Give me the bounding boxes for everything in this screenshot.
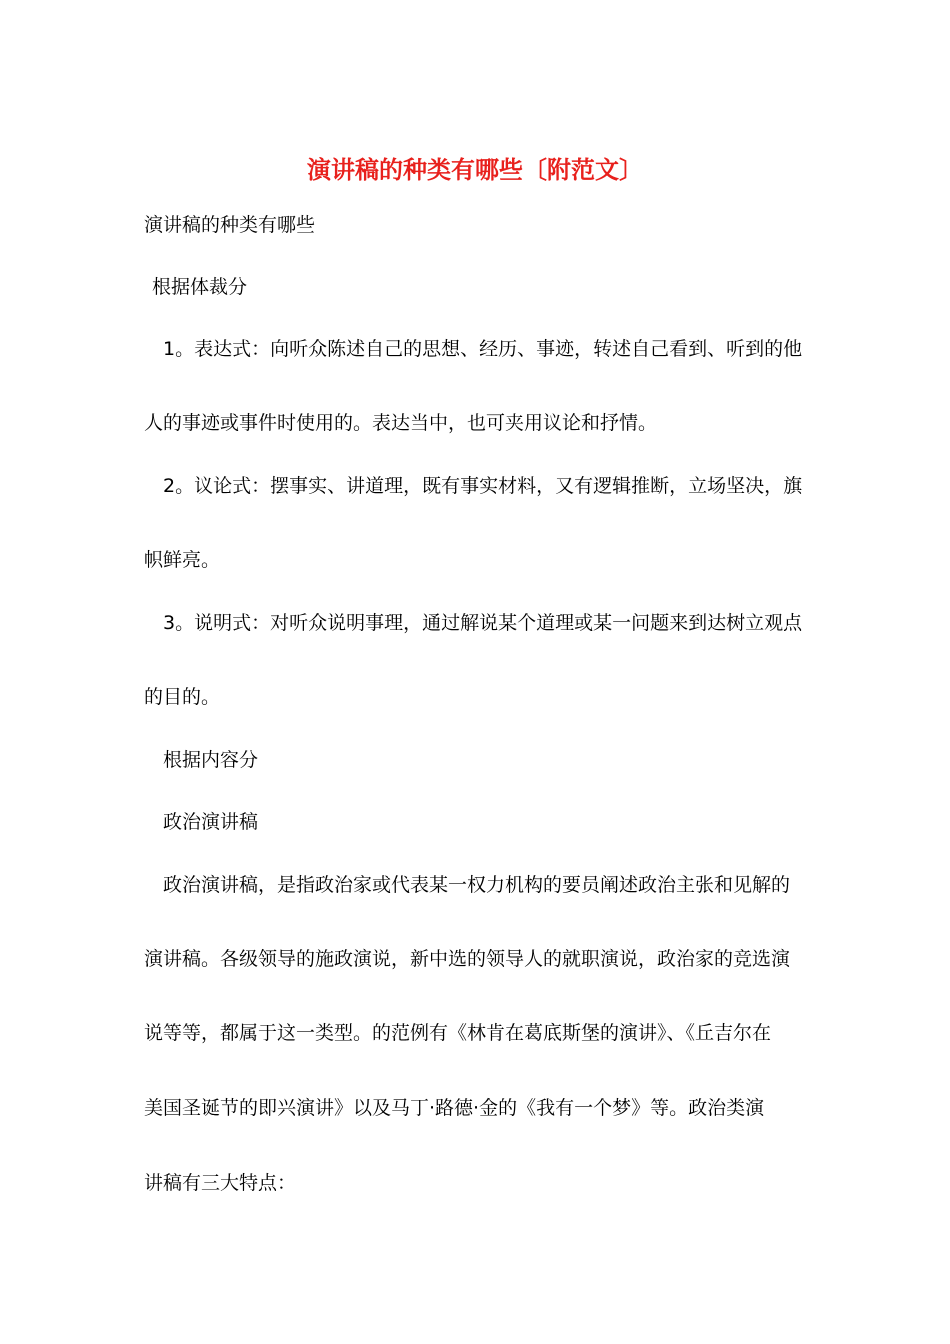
paragraph-line: 3。说明式：对听众说明事理，通过解说某个道理或某一问题来到达树立观点 bbox=[163, 612, 803, 634]
paragraph-line: 的目的。 bbox=[144, 686, 221, 708]
paragraph-line: 说等等，都属于这一类型。的范例有《林肯在葛底斯堡的演讲》、《丘吉尔在 bbox=[144, 1022, 772, 1044]
paragraph-line: 政治演讲稿，是指政治家或代表某一权力机构的要员阐述政治主张和见解的 bbox=[163, 874, 791, 896]
subsection-heading: 根据内容分 bbox=[163, 749, 259, 771]
paragraph-line: 1。表达式：向听众陈述自己的思想、经历、事迹，转述自己看到、听到的他 bbox=[163, 338, 803, 360]
paragraph-line: 帜鲜亮。 bbox=[144, 549, 221, 571]
document-title: 演讲稿的种类有哪些〔附范文〕 bbox=[307, 156, 643, 184]
paragraph-line: 2。议论式：摆事实、讲道理，既有事实材料，又有逻辑推断，立场坚决，旗 bbox=[163, 475, 803, 497]
subsection-heading: 政治演讲稿 bbox=[163, 811, 259, 833]
subsection-heading: 根据体裁分 bbox=[152, 276, 248, 298]
paragraph-line: 演讲稿。各级领导的施政演说，新中选的领导人的就职演说，政治家的竞选演 bbox=[144, 948, 791, 970]
paragraph-line: 人的事迹或事件时使用的。表达当中，也可夹用议论和抒情。 bbox=[144, 412, 658, 434]
section-heading: 演讲稿的种类有哪些 bbox=[144, 214, 316, 236]
paragraph-line: 讲稿有三大特点： bbox=[144, 1172, 297, 1194]
paragraph-line: 美国圣诞节的即兴演讲》以及马丁·路德·金的《我有一个梦》等。政治类演 bbox=[144, 1097, 765, 1119]
